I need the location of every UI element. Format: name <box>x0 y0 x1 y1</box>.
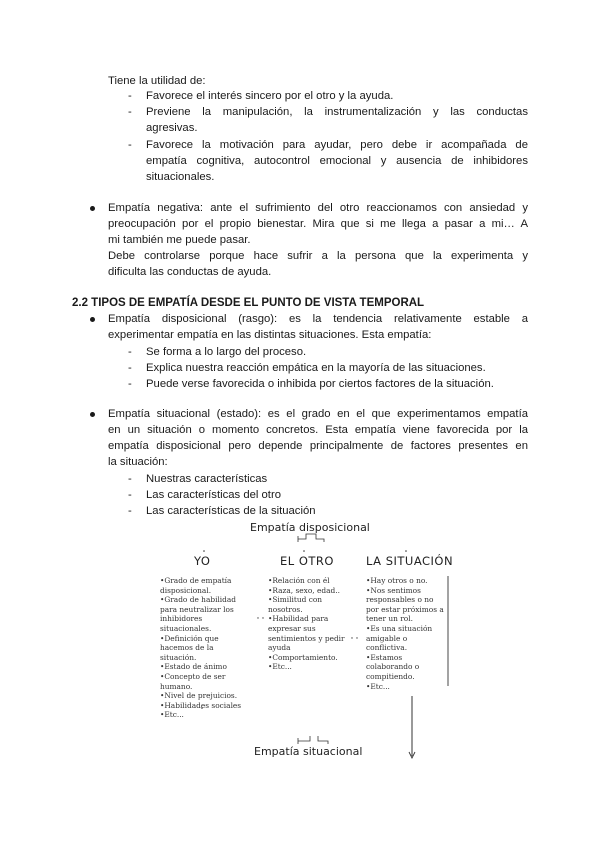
intro-item-3-line-3: situacionales. <box>146 171 215 183</box>
negativa-line-4: Debe controlarse porque hace sufrir a la persona que la experimenta y <box>108 250 528 262</box>
disposicional-item-2: Explica nuestra reacción empática en la mayoría de las situaciones. <box>146 362 486 374</box>
diagram-item: amigable o <box>366 633 408 643</box>
empatia-diagram <box>150 518 460 766</box>
diagram-item: •Grado de empatía <box>160 576 232 585</box>
diagram-item: •Etc... <box>268 662 292 672</box>
diagram-item: para neutralizar los <box>160 604 234 614</box>
diagram-item: expresar sus <box>268 623 316 633</box>
intro-item-3-line-2: empatía cognitiva, autocontrol emocional y ausencia de inhibidores <box>146 155 528 167</box>
dash-marker: - <box>128 346 132 358</box>
bullet-icon <box>90 412 95 417</box>
situacional-item-3: Las características de la situación <box>146 505 316 517</box>
diagram-item: responsables o no <box>366 595 434 605</box>
situacional-line-4: la situación: <box>108 456 168 468</box>
dash-marker: - <box>128 489 132 501</box>
negativa-line-2: preocupación por el propio bienestar. Mira que si me llega a pasar a mi… A <box>108 218 528 230</box>
dash-marker: - <box>128 362 132 374</box>
dash-marker: - <box>128 139 132 151</box>
diagram-item: colaborando o <box>366 662 420 672</box>
diagram-item: •Es una situación <box>366 623 433 633</box>
dash-marker: - <box>128 378 132 390</box>
dash-marker: - <box>128 106 132 118</box>
column-title-la-situacion: LA SITUACIÓN <box>366 554 454 568</box>
diagram-item: inhibidores <box>160 614 203 624</box>
diagram-item: disposicional. <box>160 585 212 595</box>
intro-item-2-line-1: Previene la manipulación, la instrumentalización y las conductas <box>146 106 528 118</box>
top-label: Empatía disposicional <box>250 521 370 534</box>
intro-item-1: Favorece el interés sincero por el otro y la ayuda. <box>146 90 394 102</box>
diagram-item: ayuda <box>268 643 291 653</box>
dash-marker: - <box>128 505 132 517</box>
diagram-item: •Etc... <box>160 710 184 720</box>
diagram-item: •Definición que <box>160 633 219 643</box>
diagram-item: •Relación con él <box>268 576 330 585</box>
dash-marker: - <box>128 90 132 102</box>
diagram-item: situacionales. <box>160 623 212 633</box>
negativa-line-3: mi también me puede pasar. <box>108 234 251 246</box>
diagram-item: •Habilidad para <box>268 614 329 624</box>
diagram-item: •Nivel de prejuicios. <box>160 691 238 701</box>
diagram-item: •Estado de ánimo <box>160 662 227 672</box>
disposicional-item-3: Puede verse favorecida o inhibida por ciertos factores de la situación. <box>146 378 494 390</box>
bullet-icon <box>90 317 95 322</box>
bottom-label: Empatía situacional <box>254 745 363 758</box>
diagram-item: conflictiva. <box>366 643 408 653</box>
diagram-item: •Similitud con <box>268 595 323 605</box>
diagram-item: •Hay otros o no. <box>366 576 428 585</box>
column-title-el-otro: EL OTRO <box>280 554 334 568</box>
situacional-item-2: Las características del otro <box>146 489 281 501</box>
diagram-item: •Comportamiento. <box>268 652 338 662</box>
diagram-item: •Estamos <box>366 652 403 662</box>
diagram-item: •Concepto de ser <box>160 671 226 681</box>
column-la-situacion-items <box>366 577 448 692</box>
situacional-line-1: Empatía situacional (estado): es el grado en el que experimentamos empatía <box>108 408 528 420</box>
diagram-item: •Nos sentimos <box>366 585 421 595</box>
situacional-item-1: Nuestras características <box>146 473 268 485</box>
diagram-item: sentimientos y pedir <box>268 633 345 643</box>
intro-item-2-line-2: agresivas. <box>146 122 198 134</box>
situacional-line-3: empatía disposicional pero depende principalmente de factores presentes en <box>108 440 528 452</box>
disposicional-item-1: Se forma a lo largo del proceso. <box>146 346 307 358</box>
diagram-item: •Grado de habilidad <box>160 595 237 605</box>
bullet-icon <box>90 206 95 211</box>
diagram-item: tener un rol. <box>366 614 413 624</box>
situacional-line-2: en un situación o momento concretos. Esta empatía viene favorecida por la <box>108 424 528 436</box>
diagram-item: hacemos de la <box>160 643 214 653</box>
section-heading: 2.2 TIPOS DE EMPATÍA DESDE EL PUNTO DE VISTA TEMPORAL <box>72 297 425 309</box>
disposicional-line-2: experimentar empatía en las distintas situaciones. Esta empatía: <box>108 329 432 341</box>
diagram-item: situación. <box>160 652 197 662</box>
diagram-item: •Habilidades sociales <box>160 700 242 710</box>
diagram-item: •Etc... <box>366 681 390 691</box>
negativa-line-5: dificulta las conductas de ayuda. <box>108 266 272 278</box>
intro-item-3-line-1: Favorece la motivación para ayudar, pero debe ir acompañada de <box>146 139 528 151</box>
dash-marker: - <box>128 473 132 485</box>
diagram-item: nosotros. <box>268 604 303 614</box>
column-el-otro-items <box>268 577 352 673</box>
diagram-item: humano. <box>160 681 193 691</box>
negativa-line-1: Empatía negativa: ante el sufrimiento del otro reaccionamos con ansiedad y <box>108 202 528 214</box>
diagram-item: compitiendo. <box>366 671 415 681</box>
disposicional-line-1: Empatía disposicional (rasgo): es la tendencia relativamente estable a <box>108 313 528 325</box>
diagram-item: por estar próximos a <box>366 604 444 614</box>
column-title-yo: YO <box>194 554 211 568</box>
diagram-item: •Raza, sexo, edad.. <box>268 585 340 595</box>
intro-line: Tiene la utilidad de: <box>108 75 206 87</box>
column-yo-items <box>160 577 252 721</box>
